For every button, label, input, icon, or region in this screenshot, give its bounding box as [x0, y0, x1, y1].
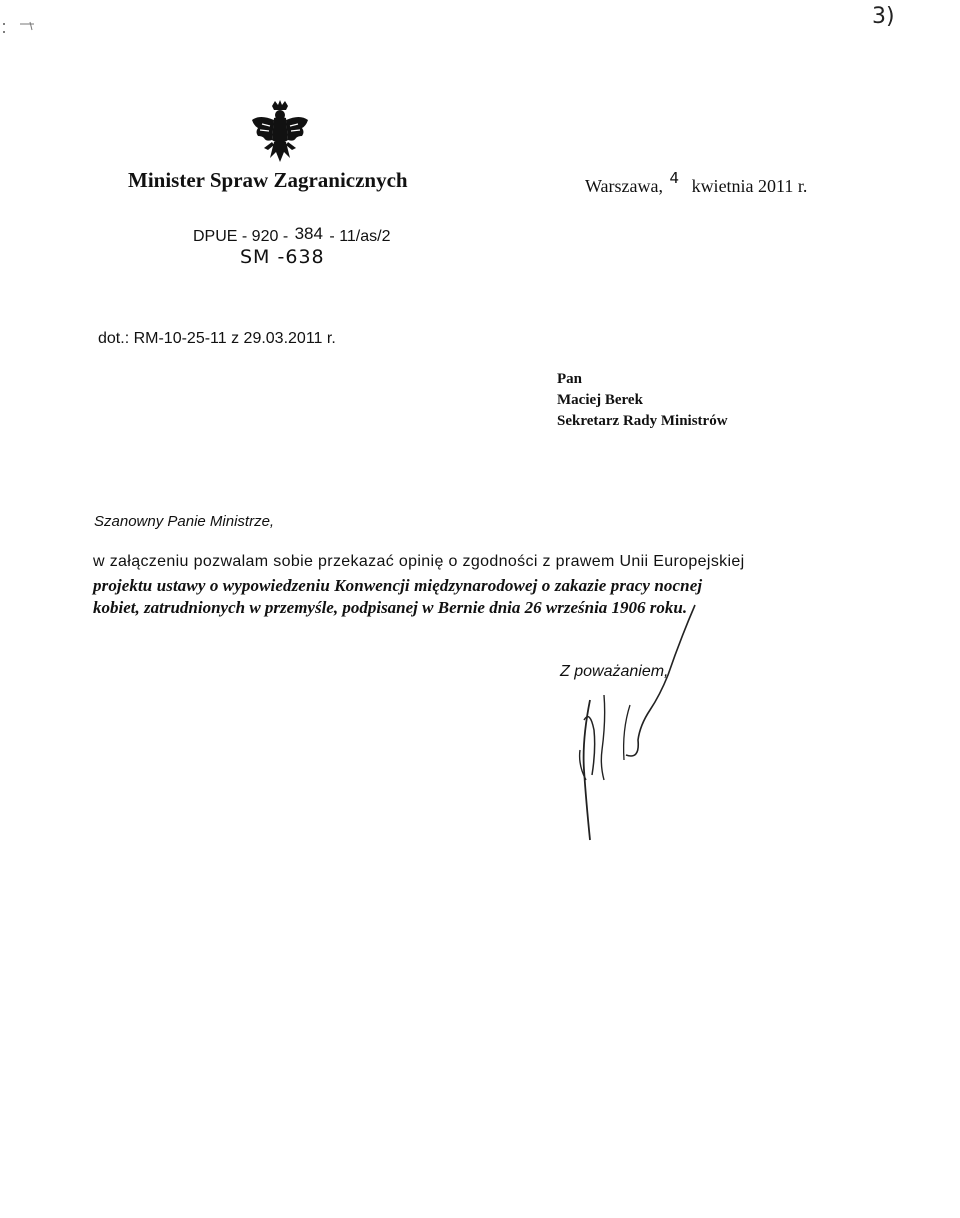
body-line-2: projektu ustawy o wypowiedzeniu Konwencji międzynarodowej o zakazie pracy nocnej — [93, 576, 703, 595]
signature-icon — [560, 600, 710, 850]
sender-title: Minister Spraw Zagranicznych — [128, 168, 408, 192]
handwritten-day: 4 — [669, 169, 680, 187]
reference-handwritten-number: 384 — [294, 224, 323, 243]
reference-prefix: DPUE - 920 - — [193, 228, 289, 245]
place: Warszawa, — [585, 176, 664, 196]
addressee-name: Maciej Berek — [557, 392, 643, 408]
month-year: kwietnia 2011 r. — [691, 176, 808, 196]
addressee-line-1: Pan — [557, 371, 583, 387]
reference-suffix: - 11/as/2 — [329, 228, 391, 245]
coat-of-arms-eagle-icon — [250, 100, 310, 166]
scan-mark-icon — [0, 18, 60, 58]
place-and-date — [585, 169, 808, 197]
body-line-1: w załączeniu pozwalam sobie przekazać opinię o zgodności z prawem Unii Europejskiej — [93, 553, 745, 570]
body-line-3: kobiet, zatrudnionych w przemyśle, podpisanej w Bernie dnia 26 września 1906 roku. — [93, 598, 688, 617]
reference-number — [193, 226, 391, 246]
closing: Z poważaniem, — [560, 663, 669, 680]
salutation: Szanowny Panie Ministrze, — [94, 513, 275, 530]
regarding-line: dot.: RM-10-25-11 z 29.03.2011 r. — [98, 330, 336, 347]
addressee-position: Sekretarz Rady Ministrów — [557, 413, 728, 429]
reference-handwritten-line: SM -638 — [240, 246, 325, 268]
page-number-handwritten: 3) — [872, 4, 895, 29]
